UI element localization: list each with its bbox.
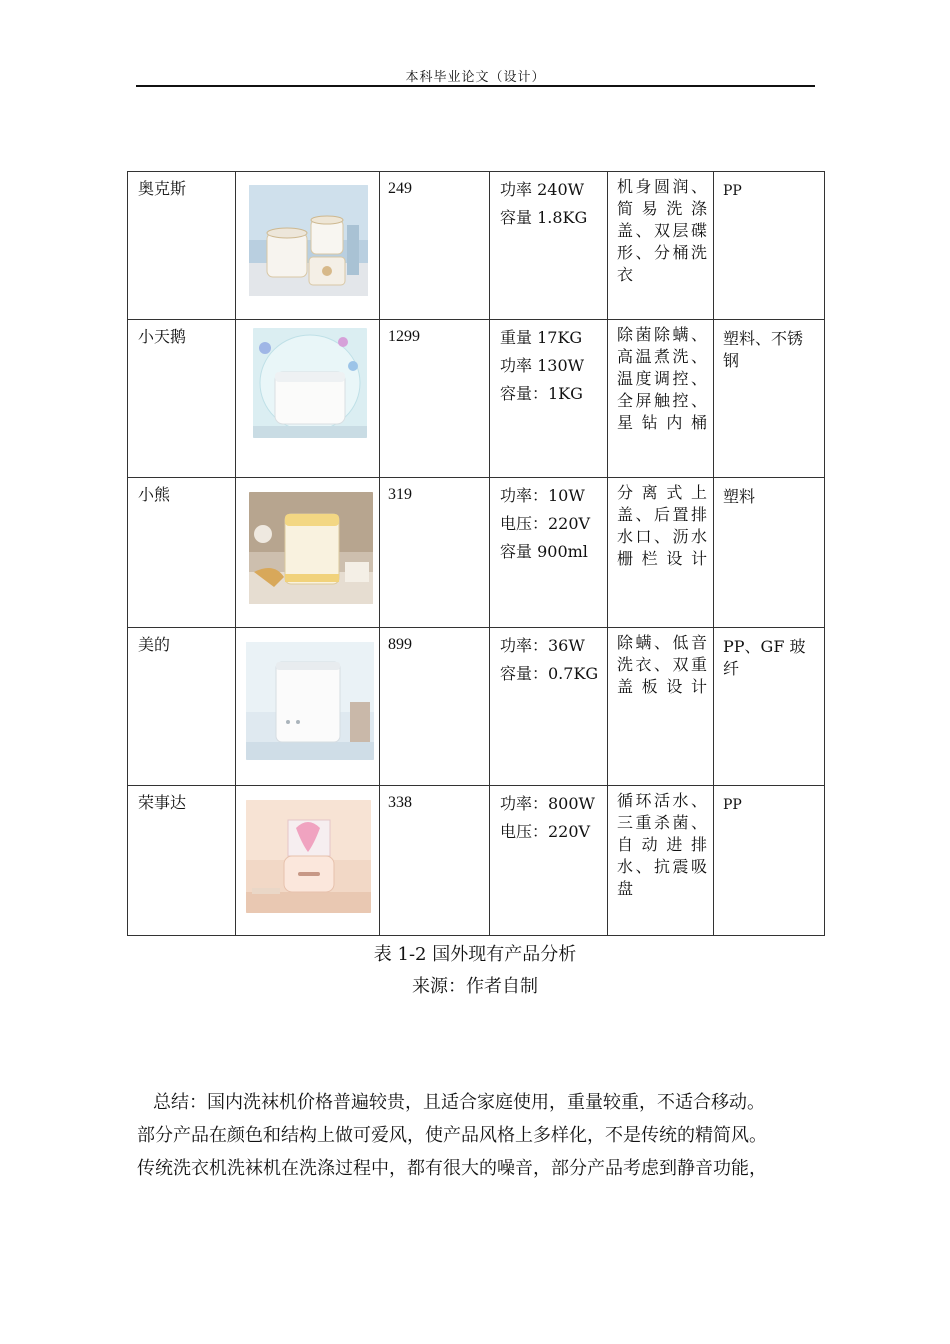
image-cell [236,478,380,628]
params-cell [490,628,608,786]
summary-paragraph [137,1086,817,1185]
header-rule [136,85,815,87]
param-line: 电压：220V [500,822,591,841]
brand-cell: 奥克斯 [128,172,236,320]
product-image [249,492,373,604]
table-row [128,786,825,936]
summary-line: 传统洗衣机洗袜机在洗涤过程中，都有很大的噪音，部分产品考虑到静音功能， [137,1158,767,1179]
param-line: 容量 1.8KG [500,208,588,227]
table-source: 来源：作者自制 [412,976,538,997]
table-row [128,320,825,478]
param-line: 容量 900ml [500,542,588,561]
table-row [128,172,825,320]
param-line: 功率：800W [500,794,595,813]
product-image [246,642,374,760]
product-image [249,185,368,296]
param-line: 功率 130W [500,356,585,375]
page-header: 本科毕业论文（设计） [405,70,546,85]
features-cell: 分离式上盖、后置排水口、沥水栅栏设计 [608,478,714,628]
image-cell [236,320,380,478]
param-line: 功率：10W [500,486,585,505]
material-cell: PP [714,786,825,936]
params-cell [490,478,608,628]
product-image [246,800,371,913]
param-line: 电压：220V [500,514,591,533]
material-cell: PP、GF 玻纤 [714,628,825,786]
param-line: 功率 240W [500,180,585,199]
image-cell [236,786,380,936]
material-cell: 塑料、不锈钢 [714,320,825,478]
material-cell: PP [714,172,825,320]
params-cell [490,786,608,936]
product-table [127,171,825,936]
brand-cell: 小天鹅 [128,320,236,478]
image-cell [236,172,380,320]
features-cell: 除螨、低音洗衣、双重盖板设计 [608,628,714,786]
param-line: 功率：36W [500,636,585,655]
price-cell: 249 [380,172,490,320]
price-cell: 338 [380,786,490,936]
material-cell: 塑料 [714,478,825,628]
features-cell: 除菌除螨、高温煮洗、温度调控、全屏触控、星钻内桶 [608,320,714,478]
price-cell: 1299 [380,320,490,478]
features-cell: 机身圆润、简易洗涤盖、双层碟形、分桶洗衣 [608,172,714,320]
summary-line: 总结：国内洗袜机价格普遍较贵，且适合家庭使用，重量较重，不适合移动。 [153,1092,765,1113]
param-line: 重量 17KG [500,328,583,347]
features-cell: 循环活水、三重杀菌、自动进排水、抗震吸盘 [608,786,714,936]
param-line: 容量：0.7KG [500,664,599,683]
summary-line: 部分产品在颜色和结构上做可爱风，使产品风格上多样化，不是传统的精简风。 [137,1125,767,1146]
params-cell [490,320,608,478]
price-cell: 319 [380,478,490,628]
table-row [128,628,825,786]
table-caption: 表 1-2 国外现有产品分析 [373,944,577,965]
table-row [128,478,825,628]
price-cell: 899 [380,628,490,786]
product-image [253,328,367,438]
brand-cell: 荣事达 [128,786,236,936]
param-line: 容量：1KG [500,384,583,403]
params-cell [490,172,608,320]
brand-cell: 小熊 [128,478,236,628]
image-cell [236,628,380,786]
brand-cell: 美的 [128,628,236,786]
